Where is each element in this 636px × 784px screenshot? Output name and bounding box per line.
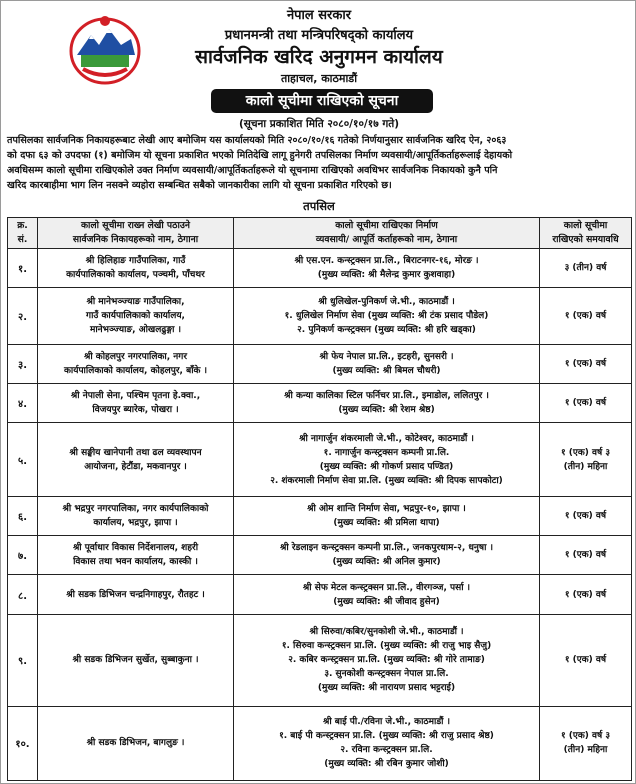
office-cell: [38, 575, 234, 614]
office-cell: [38, 344, 234, 383]
serial-cell: २.: [8, 288, 38, 345]
serial-cell: ६.: [8, 497, 38, 536]
firm-cell: [234, 614, 540, 706]
serial-cell: ७.: [8, 536, 38, 575]
intro-line: खरिद कारबाहीमा भाग लिन नसक्ने व्यहोरा सम्बन्धित सबैको जानकारीका लागि यो सूचना प्रकाशित गरिएको छ।: [7, 180, 392, 191]
firm-cell-line: श्री सेफ मेटल कन्स्ट्रक्सन प्रा.लि., वीरगञ्ज, पर्सा ।: [302, 582, 471, 593]
firm-cell-line: (मुख्य व्यक्ति: श्री बिमल चौधरी): [332, 365, 441, 376]
period-cell-line: १ (एक) वर्ष: [564, 550, 607, 561]
table-row: [8, 344, 632, 383]
header-office: कालो सूचीमा राख्न लेखी पठाउने सार्वजनिक निकायहरूको नाम, ठेगाना: [38, 218, 234, 249]
serial-cell: १.: [8, 249, 38, 288]
period-cell: [540, 497, 632, 536]
serial-cell: ३.: [8, 344, 38, 383]
table-row: [8, 706, 632, 780]
period-cell-line: १ (एक) वर्ष: [564, 397, 607, 408]
table-row: [8, 536, 632, 575]
office-cell: [38, 288, 234, 345]
period-cell: [540, 249, 632, 288]
office-cell-line: श्री मानेभञ्ज्याङ गाउँपालिका,: [86, 296, 185, 307]
firm-cell: [234, 288, 540, 345]
office-cell-line: विजयपुर ब्यारेक, पोखरा ।: [92, 404, 179, 415]
serial-cell: ५.: [8, 422, 38, 496]
intro-line: अवधिसम्म कालो सूचीमा राखिएकोले उक्त निर्माण व्यवसायी/आपूर्तिकर्ताहरूले यो सूचनामा राखिएको अवधिभर सार्वजनिक निकायको कुनै पनि: [7, 165, 498, 176]
firm-cell-line: २. कबिर कन्स्ट्रक्सन प्रा.लि. (मुख्य व्यक्ति: श्री गोरे तामाङ): [288, 655, 485, 666]
firm-cell: [234, 706, 540, 780]
period-cell: [540, 288, 632, 345]
firm-cell-line: श्री फेय नेपाल प्रा.लि., इटहरी, सुनसरी ।: [319, 351, 454, 362]
header-ministry: प्रधानमन्त्री तथा मन्त्रिपरिषद्‌को कार्यालय: [224, 28, 414, 43]
firm-cell-line: (मुख्य व्यक्ति: श्री अनिल कुमार): [332, 557, 441, 568]
firm-cell-line: (मुख्य व्यक्ति: श्री प्रमिला थापा): [333, 518, 440, 529]
office-cell-line: श्री भद्रपुर नगरपालिका, नगर कार्यपालिकाको: [62, 504, 209, 515]
firm-cell-line: श्री एस.एन. कन्स्ट्रक्सन प्रा.लि., बिराटनगर-१६, मोरङ ।: [294, 256, 479, 267]
firm-cell-line: १. नागार्जुन कन्स्ट्रक्सन कम्पनी प्रा.लि.: [323, 447, 450, 458]
table-row: [8, 575, 632, 614]
office-cell: [38, 536, 234, 575]
firm-cell-line: १. बाई पी कन्स्ट्रक्सन प्रा.लि. (मुख्य व्यक्ति: श्री राजु प्रसाद श्रेष्ठ): [279, 731, 494, 742]
notice-title-banner: कालो सूचीमा राखिएको सूचना: [211, 89, 433, 113]
firm-cell-line: ३. सुनकोशी कन्स्ट्रक्सन नेपाल प्रा.लि.: [324, 669, 449, 680]
period-cell-line: १ (एक) वर्ष: [564, 358, 607, 369]
intro-line: तपसिलका सार्वजनिक निकायहरूबाट लेखी आए बमोजिम यस कार्यालयको मिति २०८०/१०/१६ गतेको निर्णयानुसार सार्वजनिक खरिद ऐन, २०६३: [7, 135, 507, 146]
publication-date: (सूचना प्रकाशित मिति २०८०/१०/१७ गते): [238, 118, 400, 130]
office-cell-line: आयोजना, हेटौंडा, मकवानपुर ।: [84, 461, 187, 472]
table-row: [8, 249, 632, 288]
office-cell-line: कार्यपालिकाको कार्यालय, पञ्चमी, पाँचथर: [66, 270, 205, 281]
office-cell: [38, 497, 234, 536]
firm-cell-line: श्री रेडलाइन कन्स्ट्रक्सन कम्पनी प्रा.लि., जनकपुरधाम-२, धनुषा ।: [280, 543, 493, 554]
firm-cell-line: श्री कन्या कालिका स्टिल फर्निचर प्रा.लि., इमाडोल, ललितपुर ।: [284, 390, 489, 401]
period-cell-line: १ (एक) वर्ष: [564, 310, 607, 321]
header-government: नेपाल सरकार: [286, 8, 352, 23]
office-cell-line: कार्यपालिकाको कार्यालय, कोहलपुर, बाँके ।: [63, 365, 208, 376]
firm-cell-line: (मुख्य व्यक्ति: श्री नारायण प्रसाद भट्टराई): [317, 683, 456, 694]
table-row: [8, 614, 632, 706]
firm-cell-line: (मुख्य व्यक्ति: श्री मैलेन्द्र कुमार कुशवाहा): [317, 270, 456, 281]
intro-line: को दफा ६३ को उपदफा (१) बमोजिम यो सूचना प्रकाशित भएको मितिदेखि लागू हुनेगरी तपसिलका निर्माण व्यवसायी/आपूर्तिकर्ताहरूलाई देहायको: [7, 150, 513, 161]
firm-cell-line: २. पुनिकर्ण कन्स्ट्रक्सन (मुख्य व्यक्ति: श्री हरि खड्का): [297, 324, 476, 335]
firm-cell-line: १. धुलिखेल निर्माण सेवा (मुख्य व्यक्ति: श्री टंक प्रसाद पौडेल): [284, 310, 489, 321]
office-cell: [38, 706, 234, 780]
period-cell-line: १ (एक) वर्ष ३: [560, 447, 611, 458]
firm-cell: [234, 249, 540, 288]
firm-cell-line: २. शंकरमाली निर्माण सेवा प्रा.लि. (मुख्य व्यक्ति: श्री दिपक सापकोटा): [270, 475, 503, 486]
serial-cell: ९.: [8, 614, 38, 706]
office-cell-line: श्री सडक डिभिजन चन्द्रनिगाहपुर, रौतहट ।: [66, 589, 205, 600]
table-row: [8, 497, 632, 536]
period-cell: [540, 344, 632, 383]
header-office-title: सार्वजनिक खरिद अनुगमन कार्यालय: [195, 46, 443, 68]
period-cell: [540, 383, 632, 422]
firm-cell-line: श्री सिरुवा/कबिर/सुनकोशी जे.भी., काठमाडौं ।: [309, 627, 464, 638]
blacklist-table: [7, 217, 632, 781]
office-cell-line: विकास तथा भवन कार्यालय, कास्की ।: [73, 557, 198, 568]
header-firm: कालो सूचीमा राखिएका निर्माण व्यवसायी/ आपूर्ति कर्ताहरूको नाम, ठेगाना: [234, 218, 540, 249]
firm-cell-line: श्री नागार्जुन शंकरमाली जे.भी., कोटेश्वर, काठमाडौं ।: [299, 433, 474, 444]
office-cell: [38, 383, 234, 422]
office-cell-line: मानेभञ्ज्याङ, ओखलढुङ्गा ।: [89, 324, 182, 335]
office-cell-line: श्री हिलिहाङ गाउँपालिका, गाउँ: [85, 256, 186, 267]
firm-cell-line: श्री बाई पी./रविना जे.भी., काठमाडौं ।: [322, 717, 451, 728]
office-cell-line: श्री नेपाली सेना, पश्चिम पृतना हे.क्वा.,: [70, 390, 201, 401]
office-cell-line: श्री कोहलपुर नगरपालिका, नगर: [83, 351, 188, 362]
office-cell: [38, 422, 234, 496]
table-row: [8, 288, 632, 345]
office-cell-line: गाउँ कार्यपालिकाको कार्यालय,: [86, 310, 185, 321]
office-cell-line: श्री सडक डिभिजन सुर्खेत, सुब्बाकुना ।: [72, 655, 199, 666]
period-cell: [540, 706, 632, 780]
table-header-row: [8, 218, 632, 249]
period-cell-line: १ (एक) वर्ष: [564, 589, 607, 600]
header-serial: क्र. सं.: [8, 218, 38, 249]
firm-cell: [234, 422, 540, 496]
table-row: [8, 383, 632, 422]
office-cell-line: श्री पूर्वाधार विकास निर्देशनालय, शहरी: [72, 543, 199, 554]
firm-cell-line: १. सिरुवा कन्स्ट्रक्सन प्रा.लि. (मुख्य व्यक्ति: श्री राजु भाइ सैजु): [281, 641, 492, 652]
firm-cell: [234, 497, 540, 536]
office-cell-line: श्री सडक डिभिजन, बागलुङ ।: [86, 738, 185, 749]
firm-cell-line: २. रविना कन्स्ट्रक्सन प्रा.लि.: [340, 745, 433, 756]
serial-cell: ८.: [8, 575, 38, 614]
period-cell: [540, 614, 632, 706]
period-cell-line: १ (एक) वर्ष: [564, 511, 607, 522]
table-caption: तपसिल: [303, 199, 335, 213]
intro-paragraph: [7, 133, 631, 193]
firm-cell: [234, 383, 540, 422]
firm-cell-line: (मुख्य व्यक्ति: श्री जीवाद हुसेन): [333, 596, 440, 607]
period-cell-line: (तीन) महिना: [563, 461, 608, 472]
serial-cell: ४.: [8, 383, 38, 422]
firm-cell: [234, 344, 540, 383]
table-row: [8, 422, 632, 496]
firm-cell: [234, 575, 540, 614]
office-cell-line: श्री सङ्घीय खानेपानी तथा ढल व्यवस्थापन: [69, 447, 202, 458]
firm-cell-line: श्री ओम शान्ति निर्माण सेवा, भद्रपुर-१०, झापा ।: [307, 504, 466, 515]
office-cell: [38, 249, 234, 288]
office-cell-line: कार्यालय, भद्रपुर, झापा ।: [93, 518, 178, 529]
office-cell: [38, 614, 234, 706]
period-cell-line: १ (एक) वर्ष ३: [560, 731, 611, 742]
period-cell-line: ३ (तीन) वर्ष: [564, 263, 607, 274]
period-cell: [540, 536, 632, 575]
period-cell-line: १ (एक) वर्ष: [564, 655, 607, 666]
firm-cell-line: (मुख्य व्यक्ति: श्री गोकर्ण प्रसाद पण्डित): [319, 461, 454, 472]
period-cell: [540, 422, 632, 496]
header-period: कालो सूचीमा राखिएको समयावधि: [540, 218, 632, 249]
firm-cell: [234, 536, 540, 575]
table-body: [8, 249, 632, 781]
firm-cell-line: (मुख्य व्यक्ति: श्री रबिन कुमार जोशी): [324, 759, 449, 770]
serial-cell: १०.: [8, 706, 38, 780]
header-location: ताहाचल, काठमाडौं: [280, 72, 358, 85]
period-cell-line: (तीन) महिना: [563, 745, 608, 756]
period-cell: [540, 575, 632, 614]
firm-cell-line: श्री धुलिखेल-पुनिकर्ण जे.भी., काठमाडौं ।: [318, 296, 455, 307]
firm-cell-line: (मुख्य व्यक्ति: श्री रेशम श्रेष्ठ): [338, 404, 435, 415]
